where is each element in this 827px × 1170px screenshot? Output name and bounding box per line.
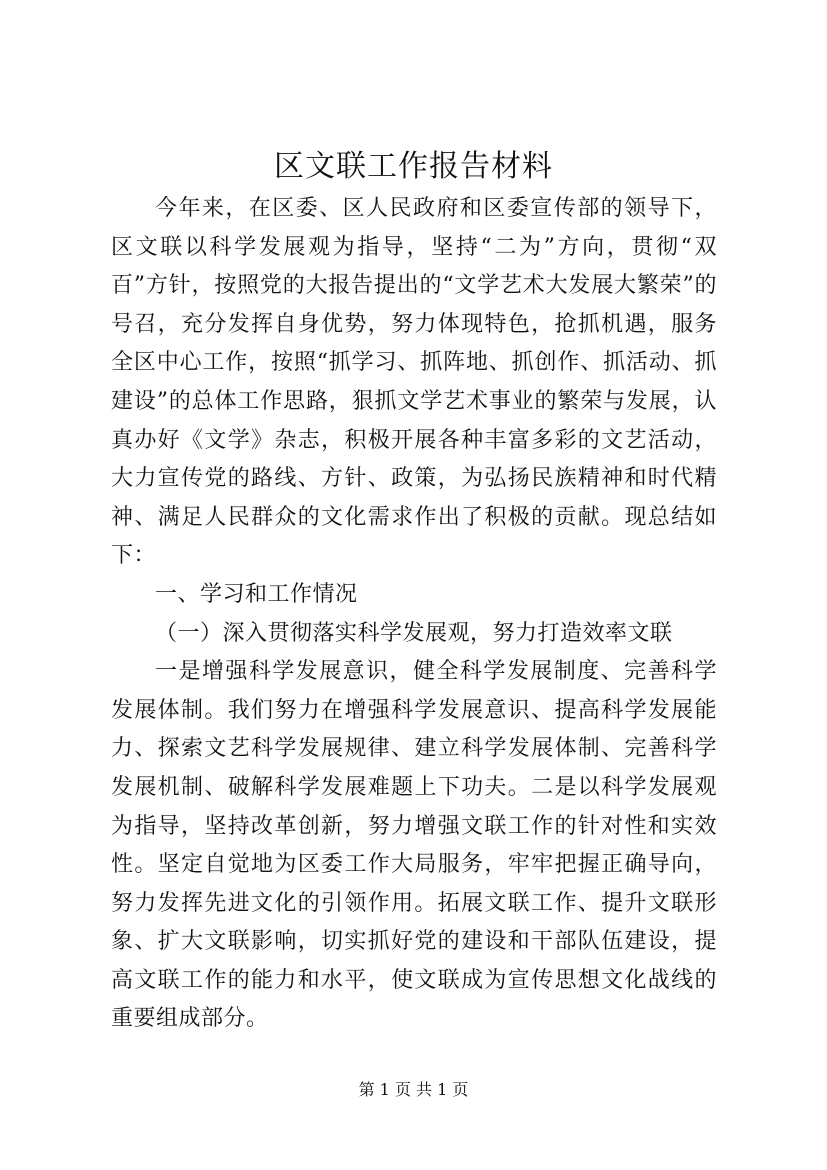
- intro-paragraph: 今年来，在区委、区人民政府和区委宣传部的领导下，区文联以科学发展观为指导，坚持“二为”方向，贯彻“双百”方针，按照党的大报告提出的“文学艺术大发展大繁荣”的号召，充分发挥自身优势，努力体现特色，抢抓机遇，服务全区中心工作，按照“抓学习、抓阵地、抓创作、抓活动、抓建设”的总体工作思路，狠抓文学艺术事业的繁荣与发展，认真办好《文学》杂志，积极开展各种丰富多彩的文艺活动，大力宣传党的路线、方针、政策，为弘扬民族精神和时代精神、满足人民群众的文化需求作出了积极的贡献。现总结如下：: [111, 196, 717, 569]
- body-paragraph-1: 一是增强科学发展意识，健全科学发展制度、完善科学发展体制。我们努力在增强科学发展意识、提高科学发展能力、探索文艺科学发展规律、建立科学发展体制、完善科学发展机制、破解科学发展难题上下功夫。二是以科学发展观为指导，坚持改革创新，努力增强文联工作的针对性和实效性。坚定自觉地为区委工作大局服务，牢牢把握正确导向，努力发挥先进文化的引领作用。拓展文联工作、提升文联形象、扩大文联影响，切实抓好党的建设和干部队伍建设，提高文联工作的能力和水平，使文联成为宣传思想文化战线的重要组成部分。: [111, 659, 717, 1032]
- page-footer: 第 1 页 共 1 页: [358, 1080, 469, 1099]
- document-body: [111, 190, 717, 1039]
- subsection-heading-1: （一）深入贯彻落实科学发展观，努力打造效率文联: [155, 620, 673, 646]
- section-heading-1: 一、学习和工作情况: [155, 581, 358, 607]
- document-title: 区文联工作报告材料: [274, 149, 553, 184]
